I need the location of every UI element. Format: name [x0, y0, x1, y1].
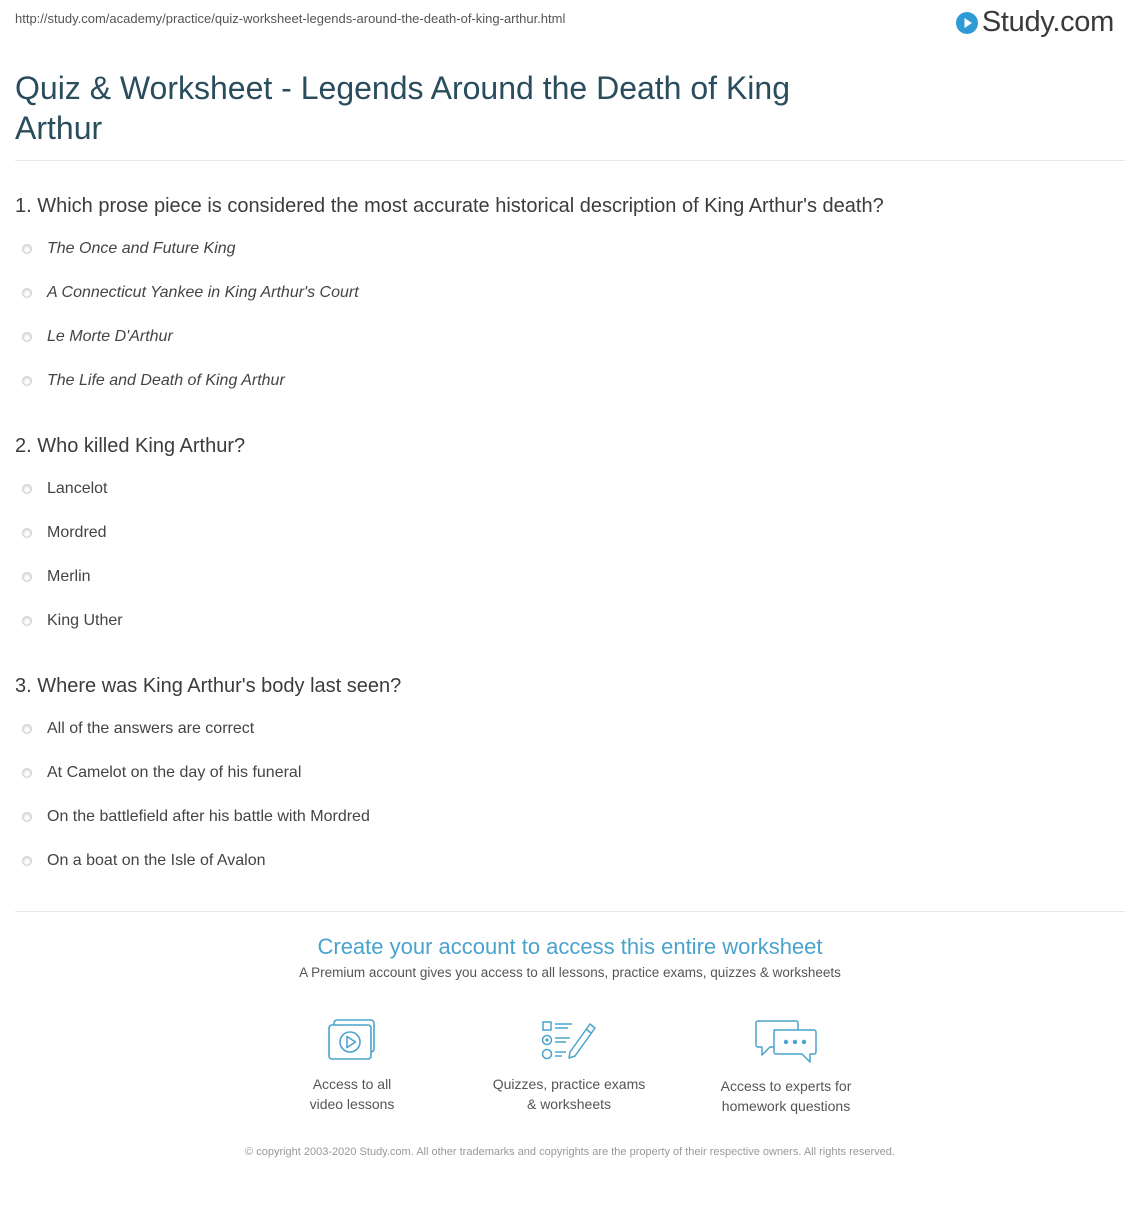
- feature-video-lessons: [252, 1018, 452, 1114]
- answer-option[interactable]: King Uther: [22, 611, 123, 655]
- answer-option[interactable]: The Once and Future King: [22, 239, 359, 283]
- question-2: 2. Who killed King Arthur?: [15, 435, 246, 457]
- answer-list-2: [22, 479, 123, 655]
- feature-quizzes: [469, 1018, 669, 1114]
- video-lessons-icon: [326, 1018, 378, 1062]
- radio-button[interactable]: [22, 484, 32, 494]
- divider: [15, 160, 1125, 161]
- quizzes-icon: [540, 1018, 598, 1062]
- feature-label: Access to all video lessons: [309, 1076, 395, 1112]
- radio-button[interactable]: [22, 768, 32, 778]
- cta-subtitle: A Premium account gives you access to all lessons, practice exams, quizzes & worksheets: [299, 965, 841, 980]
- copyright-footer: © copyright 2003-2020 Study.com. All other trademarks and copyrights are the property of their respective owners. All rights reserved.: [245, 1146, 895, 1158]
- divider: [15, 911, 1125, 912]
- radio-button[interactable]: [22, 332, 32, 342]
- question-1: 1. Which prose piece is considered the most accurate historical description of King Arthur's death?: [15, 195, 884, 217]
- page-title: Quiz & Worksheet - Legends Around the Death of King Arthur: [15, 70, 790, 146]
- answer-option[interactable]: Mordred: [22, 523, 123, 567]
- radio-button[interactable]: [22, 572, 32, 582]
- radio-button[interactable]: [22, 288, 32, 298]
- radio-button[interactable]: [22, 724, 32, 734]
- radio-button[interactable]: [22, 856, 32, 866]
- page-url: http://study.com/academy/practice/quiz-worksheet-legends-around-the-death-of-king-arthur.html: [15, 11, 566, 26]
- answer-option[interactable]: All of the answers are correct: [22, 719, 370, 763]
- answer-option[interactable]: Merlin: [22, 567, 123, 611]
- radio-button[interactable]: [22, 616, 32, 626]
- radio-button[interactable]: [22, 244, 32, 254]
- answer-option[interactable]: The Life and Death of King Arthur: [22, 371, 359, 415]
- radio-button[interactable]: [22, 376, 32, 386]
- answer-option[interactable]: Lancelot: [22, 479, 123, 523]
- answer-option[interactable]: At Camelot on the day of his funeral: [22, 763, 370, 807]
- feature-label: Access to experts for homework questions: [720, 1078, 852, 1114]
- study-logo[interactable]: [955, 6, 1114, 39]
- radio-button[interactable]: [22, 528, 32, 538]
- play-circle-icon: [955, 11, 979, 35]
- answer-list-1: [22, 239, 359, 415]
- radio-button[interactable]: [22, 812, 32, 822]
- create-account-link[interactable]: Create your account to access this entire worksheet: [317, 934, 823, 959]
- answer-option[interactable]: On a boat on the Isle of Avalon: [22, 851, 370, 895]
- question-3: 3. Where was King Arthur's body last seen?: [15, 675, 402, 697]
- answer-option[interactable]: On the battlefield after his battle with Mordred: [22, 807, 370, 851]
- logo-text: Study.com: [981, 6, 1114, 38]
- experts-chat-icon: [754, 1018, 818, 1064]
- feature-label: Quizzes, practice exams & worksheets: [492, 1076, 646, 1112]
- feature-experts: [686, 1018, 886, 1116]
- answer-option[interactable]: A Connecticut Yankee in King Arthur's Court: [22, 283, 359, 327]
- answer-list-3: [22, 719, 370, 895]
- answer-option[interactable]: Le Morte D'Arthur: [22, 327, 359, 371]
